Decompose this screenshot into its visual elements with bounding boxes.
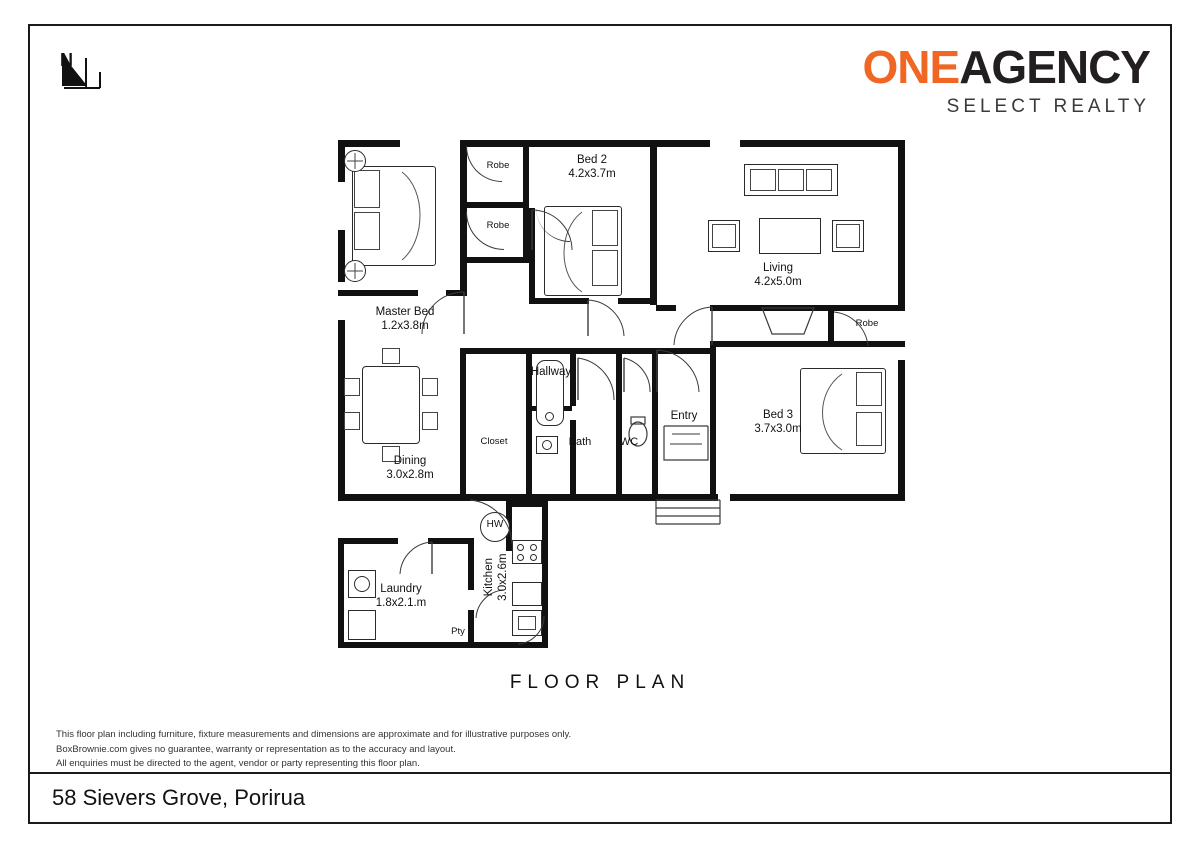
brand-name-agency: AGENCY (959, 41, 1150, 93)
wall-segment (338, 140, 400, 147)
coffee-table (759, 218, 821, 254)
brand-logo (862, 41, 1151, 117)
wall-segment (338, 538, 398, 544)
wall-segment (512, 501, 546, 507)
door-arc (530, 208, 574, 252)
wall-segment (338, 290, 418, 296)
door-arc-laundry (398, 540, 434, 576)
pillow (592, 210, 618, 246)
room-label-living: Living 4.2x5.0m (754, 262, 802, 289)
entry-steps (658, 420, 714, 496)
space-label-hot-water: HW (486, 519, 504, 530)
wall-segment (338, 538, 344, 648)
armchair-cushion (712, 224, 736, 248)
door-arc-living (672, 305, 714, 347)
north-label: N (60, 50, 73, 70)
wall-segment (570, 420, 576, 494)
space-label-hallway: Hallway (530, 366, 572, 378)
door-arc-bed2 (586, 298, 626, 338)
sofa-cushion (806, 169, 832, 191)
dining-chair (344, 378, 360, 396)
wall-segment (898, 140, 905, 310)
wall-segment (532, 348, 622, 354)
room-label-dining: Dining 3.0x2.8m (386, 455, 434, 482)
wall-segment (740, 140, 905, 147)
porch-steps (652, 498, 724, 532)
brand-name (862, 41, 1151, 93)
wall-segment (768, 341, 828, 347)
space-label-robe-1: Robe (486, 160, 510, 171)
wall-segment (467, 257, 529, 263)
pillow (354, 212, 380, 250)
dining-chair (382, 348, 400, 364)
room-label-laundry: Laundry 1.8x2.1.m (375, 583, 427, 610)
disclaimer (56, 728, 571, 772)
door-arc-entry (655, 348, 701, 394)
room-label-bed-2: Bed 2 4.2x3.7m (568, 154, 616, 181)
lamp-icon (344, 150, 366, 172)
door-arc-robe-living (830, 310, 870, 350)
pillow (354, 170, 380, 208)
space-label-entry: Entry (670, 410, 698, 422)
space-label-robe-3: Robe (855, 318, 879, 329)
wall-segment (710, 341, 768, 347)
wall-segment (338, 642, 428, 648)
property-address: 58 Sievers Grove, Porirua (52, 785, 306, 810)
room-label-master-bed: Master Bed 1.2x3.8m (375, 306, 435, 333)
dining-table (362, 366, 420, 444)
armchair-cushion (836, 224, 860, 248)
dining-chair (422, 412, 438, 430)
dining-chair (344, 412, 360, 430)
floor-plan-drawing (300, 120, 940, 660)
room-label-kitchen: Kitchen 3.0x2.6m (482, 553, 509, 601)
room-label-bed-3: Bed 3 3.7x3.0m (754, 409, 802, 436)
plan-title: FLOOR PLAN (509, 672, 691, 693)
sofa-cushion (750, 169, 776, 191)
wall-segment (730, 494, 905, 501)
door-arc-bath (576, 356, 616, 402)
wall-segment (622, 348, 652, 354)
disclaimer-line-3: All enquiries must be directed to the agent, vendor or party representing this floor plan. (56, 758, 420, 770)
wall-segment (898, 360, 905, 500)
bed-throw (400, 166, 440, 266)
wall-segment (466, 348, 526, 354)
lamp-icon (344, 260, 366, 282)
wall-segment (338, 320, 345, 500)
space-label-robe-2: Robe (486, 220, 510, 231)
pillow (856, 412, 882, 446)
disclaimer-line-2: BoxBrownie.com gives no guarantee, warranty or representation as to the accuracy and layout. (56, 743, 456, 755)
space-label-closet: Closet (480, 436, 508, 447)
door-arc-wc (622, 356, 652, 394)
wall-segment (467, 202, 529, 208)
bath-drain (545, 412, 554, 421)
dining-chair (422, 378, 438, 396)
space-label-bath: Bath (568, 436, 592, 448)
door-swing (466, 212, 504, 250)
sofa-cushion (778, 169, 804, 191)
wall-segment (523, 140, 529, 208)
space-label-pantry: Pty (451, 626, 465, 637)
address-divider (28, 772, 1172, 774)
tv-unit (760, 306, 816, 338)
wall-segment (338, 494, 468, 501)
brand-name-one: ONE (862, 41, 960, 93)
pillow (592, 250, 618, 286)
wall-segment (650, 140, 710, 147)
north-arrow-icon (56, 52, 120, 112)
space-label-wc: WC (619, 436, 639, 448)
wall-segment (529, 298, 589, 304)
basin (542, 440, 552, 450)
brand-tagline: SELECT REALTY (946, 96, 1150, 117)
disclaimer-line-1: This floor plan including furniture, fixture measurements and dimensions are approximate and for illustrative purposes only. (56, 729, 572, 740)
pillow (856, 372, 882, 406)
laundry-tub (348, 610, 376, 640)
